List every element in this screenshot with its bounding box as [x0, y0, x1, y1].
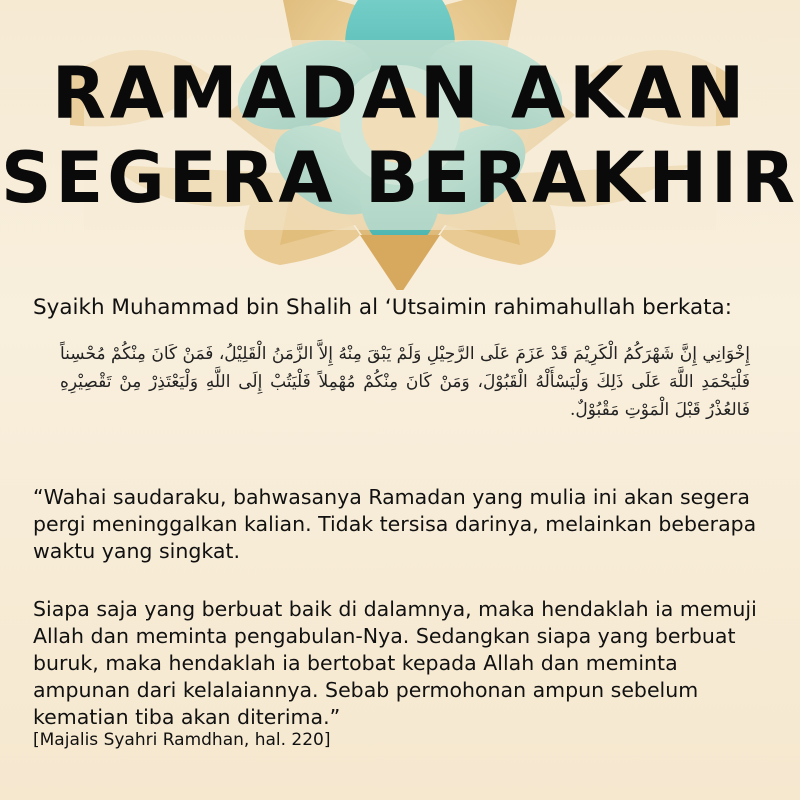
- source-citation: [Majalis Syahri Ramdhan, hal. 220]: [33, 730, 331, 750]
- arabic-quote: إِخْوَانِي إِنَّ شَهْرَكُمُ الْكَرِيْمَ قَدْ عَزَمَ عَلَى الرَّحِيْلِ وَلَمْ يَبْقَ مِنْهُ إِلاَّ الزَّمَنُ الْقَلِيْلُ، فَمَنْ كَانَ مِنْكُمْ مُحْسِناً فَلْيَحْمَدِ اللَّهَ عَلَى ذَلِكَ وَلْيَسْأَلْهُ الْقَبُوْلَ، وَمَنْ كَانَ مِنْكُمْ مُهْمِلاً فَلْيَتُبْ إِلَى اللَّهِ وَلْيَعْتَذِرْ مِنْ تَقْصِيْرِهِ فَالعُذْرُ قَبْلَ الْمَوْتِ مَقْبُوْلٌ.: [60, 344, 750, 420]
- page-title-line-1: RAMADAN AKAN: [51, 51, 749, 135]
- quote-paragraph-1: “Wahai saudaraku, bahwasanya Ramadan yang mulia ini akan segera pergi meninggalkan kalian. Tidak tersisa darinya, melainkan beberapa waktu yang singkat.: [33, 485, 757, 563]
- quote-paragraph-2: Siapa saja yang berbuat baik di dalamnya, maka hendaklah ia memuji Allah dan meminta pengabulan-Nya. Sedangkan siapa yang berbuat buruk, maka hendaklah ia bertobat kepada Allah dan meminta ampunan dari kelalaiannya. Sebab permohonan ampun sebelum kematian tiba akan diterima.”: [33, 597, 757, 729]
- page-title-line-2: SEGERA BERAKHIR: [1, 137, 799, 219]
- intro-text: Syaikh Muhammad bin Shalih al ‘Utsaimin rahimahullah berkata:: [33, 295, 732, 320]
